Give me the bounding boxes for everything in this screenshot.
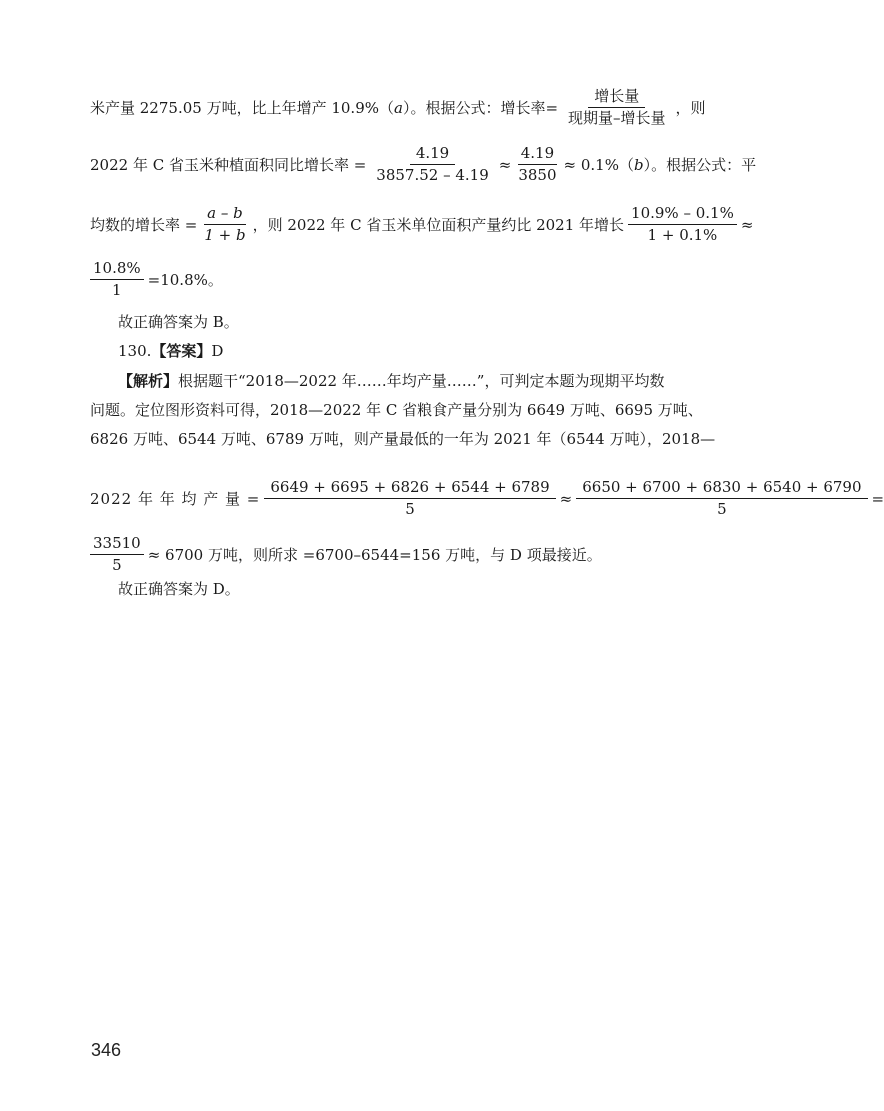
fraction-denominator: 5 [405, 500, 415, 519]
analysis-text-3: 6826 万吨、6544 万吨、6789 万吨，则产量最低的一年为 2021 年（6544 万吨），2018— [90, 430, 716, 448]
paragraph-line-2 [90, 144, 757, 185]
growth-rate-fraction [562, 88, 672, 128]
conclusion-b-text: 故正确答案为 B。 [118, 313, 239, 331]
question-130-answer [118, 340, 708, 361]
result-fraction [90, 260, 144, 300]
analysis-line-1 [118, 370, 708, 391]
analysis-tag: 【解析】 [118, 372, 179, 390]
line3-mid: ，则 2022 年 C 省玉米单位面积产量约比 2021 年增长 [252, 216, 625, 235]
analysis-line5-suffix: ≈ 6700 万吨，则所求 =6700–6544=156 万吨，与 D 项最接近。 [147, 546, 602, 565]
sum-fraction [90, 535, 144, 575]
analysis-line-5 [90, 535, 708, 575]
fraction-numerator: 6649 + 6695 + 6826 + 6544 + 6789 [264, 479, 555, 499]
fraction-denominator: 5 [717, 500, 727, 519]
fraction-denominator: 1 + b [204, 226, 246, 245]
conclusion-b [118, 311, 708, 332]
line2-prefix: 2022 年 C 省玉米种植面积同比增长率 = [90, 156, 367, 175]
rounded-output-fraction [576, 479, 867, 519]
approx-sign: ≈ [559, 489, 573, 508]
fraction-numerator: 增长量 [588, 88, 645, 108]
line2-suffix: ）。根据公式：平 [643, 156, 757, 175]
line1-prefix: 米产量 2275.05 万吨，比上年增产 10.9%（ [90, 99, 394, 118]
line4-suffix: =10.8%。 [147, 271, 223, 290]
paragraph-line-4 [90, 260, 708, 300]
conclusion-d [118, 578, 708, 599]
fraction-numerator: 6650 + 6700 + 6830 + 6540 + 6790 [576, 479, 867, 499]
question-number: 130. [118, 341, 152, 360]
fraction-numerator: 10.8% [90, 260, 144, 280]
area-growth-fraction [370, 145, 494, 185]
conclusion-d-text: 故正确答案为 D。 [118, 580, 240, 598]
fraction-denominator: 3857.52 – 4.19 [376, 166, 489, 185]
fraction-numerator: a – b [204, 205, 246, 225]
paragraph-line-3 [90, 204, 754, 245]
line1-suffix: ，则 [675, 99, 706, 118]
fraction-denominator: 5 [112, 556, 122, 575]
analysis-text-2: 问题。定位图形资料可得，2018—2022 年 C 省粮食产量分别为 6649 万吨、6695 万吨、 [90, 401, 703, 419]
analysis-line-4 [90, 478, 884, 519]
analysis-text-1: 根据题干“2018—2022 年……年均产量……”，可判定本题为现期平均数 [178, 372, 665, 390]
fraction-denominator: 1 [112, 281, 122, 300]
average-growth-fraction [201, 205, 248, 245]
yield-growth-fraction [628, 205, 737, 245]
line3-prefix: 均数的增长率 = [90, 216, 198, 235]
line3-suffix: ≈ [740, 215, 754, 234]
variable-b: b [633, 155, 644, 174]
fraction-numerator: 33510 [90, 535, 144, 555]
fraction-numerator: 4.19 [410, 145, 455, 165]
fraction-denominator: 3850 [518, 166, 557, 185]
approx-sign: ≈ [498, 155, 512, 174]
variable-a: a [394, 98, 403, 117]
page-number: 346 [91, 1040, 122, 1060]
fraction-numerator: 4.19 [518, 145, 557, 165]
average-output-fraction [264, 479, 555, 519]
fraction-numerator: 10.9% – 0.1% [628, 205, 737, 225]
line1-mid: ）。根据公式：增长率= [402, 99, 559, 118]
answer-tag: 【答案】 [151, 342, 212, 360]
analysis-line-3 [90, 428, 716, 449]
analysis-line4-suffix: = [871, 489, 884, 508]
fraction-denominator: 1 + 0.1% [647, 226, 718, 245]
analysis-line4-prefix: 2022 年 年 均 产 量 = [90, 490, 261, 509]
line2-mid: ≈ 0.1%（ [563, 156, 634, 175]
paragraph-line-1 [90, 88, 708, 128]
analysis-line-2 [90, 399, 708, 420]
fraction-denominator: 现期量–增长量 [568, 109, 666, 128]
approx-fraction [515, 145, 559, 185]
answer-letter: D [211, 341, 224, 360]
